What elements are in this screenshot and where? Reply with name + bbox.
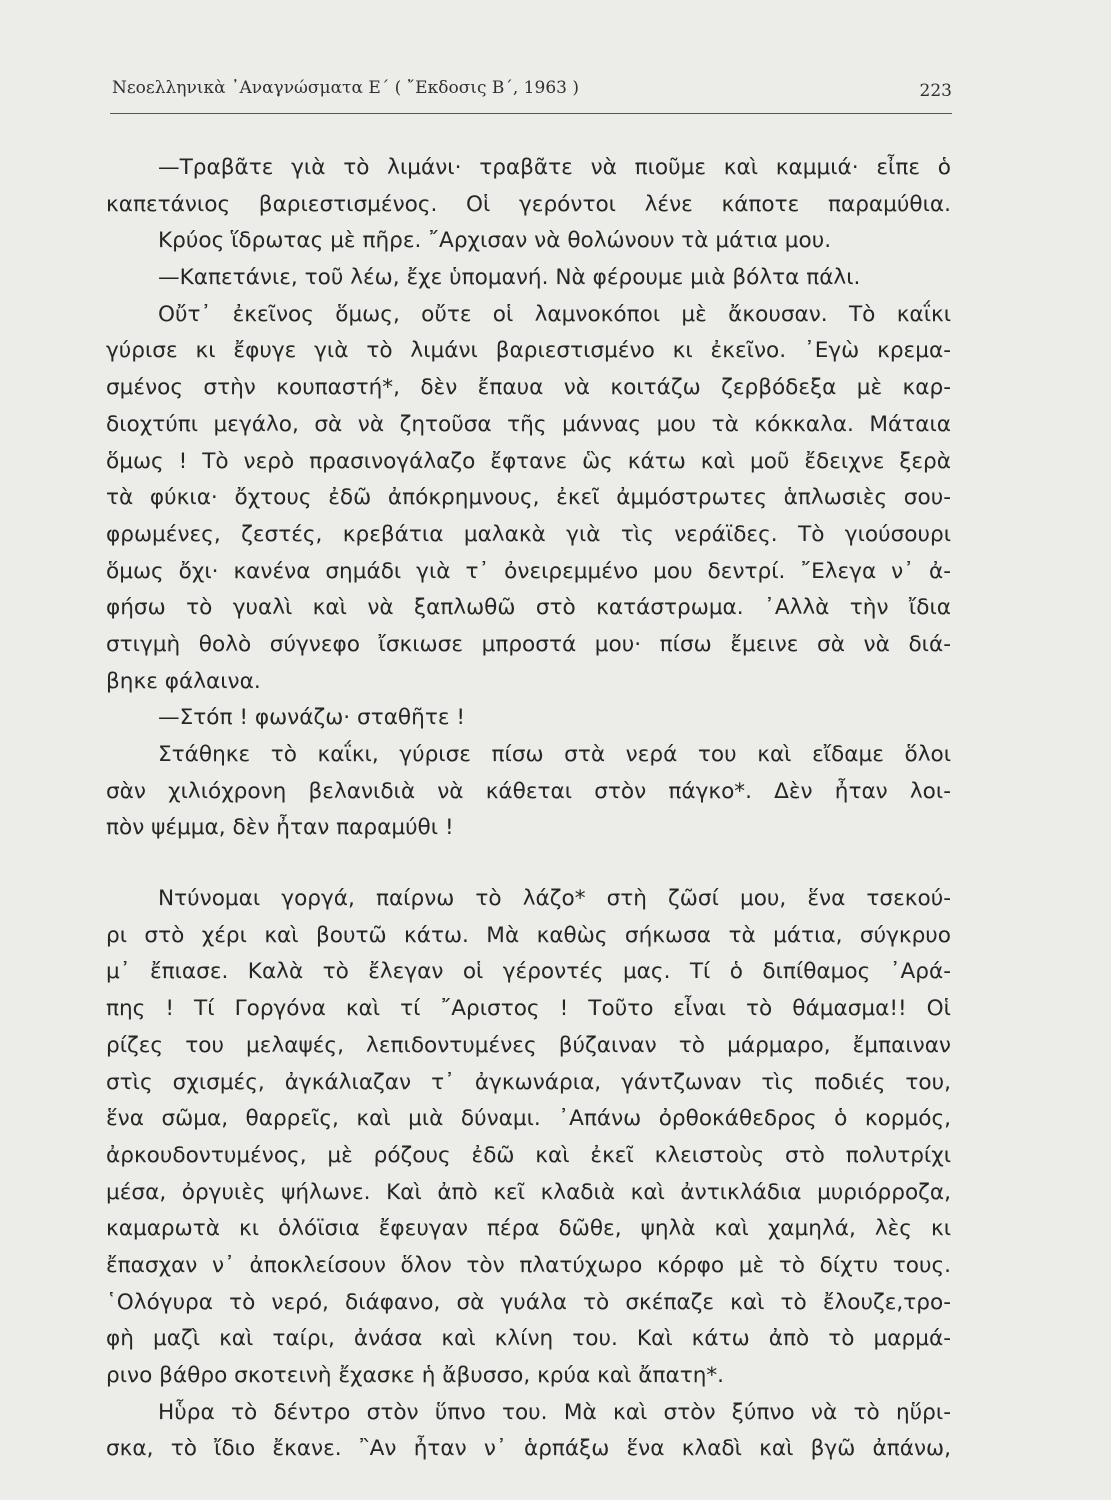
- text-line: ρινο βάθρο σκοτεινὴ ἔχασκε ἡ ἄβυσσο, κρύα καὶ ἄπατη*.: [106, 1363, 725, 1388]
- text-line: διοχτύπι μεγάλο, σὰ νὰ ζητοῦσα τῆς μάννας μου τὰ κόκκαλα. Μάταια: [106, 411, 951, 437]
- text-line: καπετάνιος βαριεστισμένος. Οἱ γερόντοι λένε κάποτε παραμύθια.: [106, 191, 951, 217]
- text-line: Ντύνομαι γοργά, παίρνω τὸ λάζο* στὴ ζῶσί μου, ἕνα τσεκού-: [158, 886, 951, 912]
- running-title: Νεοελληνικὰ ᾿Αναγνώσματα Ε΄ ( ῎Εκδοσις Β΄, 1963 ): [112, 78, 579, 98]
- running-head: [112, 78, 952, 101]
- text-line: καμαρωτὰ κι ὁλόϊσια ἔφευγαν πέρα δῶθε, ψηλὰ καὶ χαμηλά, λὲς κι: [106, 1216, 951, 1242]
- text-line: Οὔτ᾿ ἐκεῖνος ὅμως, οὔτε οἱ λαμνοκόποι μὲ ἄκουσαν. Τὸ καΐκι: [158, 301, 951, 327]
- text-line: γύρισε κι ἔφυγε γιὰ τὸ λιμάνι βαριεστισμένο κι ἐκεῖνο. ᾿Εγὼ κρεμα-: [106, 338, 951, 364]
- text-line: μέσα, ὀργυιὲς ψήλωνε. Καὶ ἀπὸ κεῖ κλαδιὰ καὶ ἀντικλάδια μυριόρροζα,: [106, 1179, 951, 1205]
- page-number: 223: [919, 81, 952, 101]
- text-line: τὰ φύκια· ὄχτους ἐδῶ ἀπόκρημνους, ἐκεῖ ἀμμόστρωτες ἁπλωσιὲς σου-: [106, 485, 951, 511]
- text-line: Ηὗρα τὸ δέντρο στὸν ὕπνο του. Μὰ καὶ στὸν ξύπνο νὰ τὸ ηὕρι-: [158, 1399, 951, 1425]
- text-line: ρι στὸ χέρι καὶ βουτῶ κάτω. Μὰ καθὼς σήκωσα τὰ μάτια, σύγκρυο: [106, 922, 951, 948]
- header-rule: [110, 113, 952, 114]
- text-line: μ᾿ ἔπιασε. Καλὰ τὸ ἔλεγαν οἱ γέροντές μας. Τί ὁ διπίθαμος ᾿Αρά-: [106, 959, 951, 985]
- text-line: ῾Ολόγυρα τὸ νερό, διάφανο, σὰ γυάλα τὸ σκέπαζε καὶ τὸ ἔλουζε,τρο-: [106, 1289, 951, 1315]
- text-line: ρίζες του μελαψές, λεπιδοντυμένες βύζαιναν τὸ μάρμαρο, ἔμπαιναν: [106, 1032, 951, 1058]
- text-line: ἕνα σῶμα, θαρρεῖς, καὶ μιὰ δύναμι. ᾿Απάνω ὀρθοκάθεδρος ὁ κορμός,: [106, 1106, 951, 1132]
- text-line: βηκε φάλαινα.: [106, 668, 261, 694]
- text-line: φρωμένες, ζεστές, κρεβάτια μαλακὰ γιὰ τὶς νεράϊδες. Τὸ γιούσουρι: [106, 521, 951, 547]
- text-line: σὰν χιλιόχρονη βελανιδιὰ νὰ κάθεται στὸν πάγκο*. Δὲν ἦταν λοι-: [106, 778, 951, 804]
- body-text: [106, 150, 951, 1468]
- text-line: στὶς σχισμές, ἀγκάλιαζαν τ᾿ ἀγκωνάρια, γάντζωναν τὶς ποδιές του,: [106, 1069, 951, 1095]
- text-line: σμένος στὴν κουπαστή*, δὲν ἔπαυα νὰ κοιτάζω ζερβόδεξα μὲ καρ-: [106, 375, 951, 401]
- text-line: πης ! Τί Γοργόνα καὶ τί ῎Αριστος ! Τοῦτο εἶναι τὸ θάμασμα!! Οἱ: [106, 996, 951, 1022]
- text-line: —Τραβᾶτε γιὰ τὸ λιμάνι· τραβᾶτε νὰ πιοῦμε καὶ καμμιά· εἶπε ὁ: [158, 155, 951, 180]
- text-line: στιγμὴ θολὸ σύγνεφο ἴσκιωσε μπροστά μου· πίσω ἔμεινε σὰ νὰ διά-: [106, 631, 951, 657]
- text-line: σκα, τὸ ἴδιο ἔκανε. ῍Αν ἦταν ν᾿ ἁρπάξω ἕνα κλαδὶ καὶ βγῶ ἀπάνω,: [106, 1436, 951, 1462]
- text-line: Στάθηκε τὸ καΐκι, γύρισε πίσω στὰ νερά του καὶ εἴδαμε ὅλοι: [158, 742, 951, 767]
- text-line: —Καπετάνιε, τοῦ λέω, ἔχε ὑπομανή. Νὰ φέρουμε μιὰ βόλτα πάλι.: [158, 265, 861, 291]
- text-line: πὸν ψέμμα, δὲν ἦταν παραμύθι !: [106, 815, 454, 841]
- text-line: ἀρκουδοντυμένος, μὲ ρόζους ἐδῶ καὶ ἐκεῖ κλειστοὺς στὸ πολυτρίχι: [106, 1142, 951, 1168]
- text-line: φήσω τὸ γυαλὶ καὶ νὰ ξαπλωθῶ στὸ κατάστρωμα. ᾿Αλλὰ τὴν ἴδια: [106, 595, 951, 621]
- text-line: ὅμως ὄχι· κανένα σημάδι γιὰ τ᾿ ὀνειρεμμένο μου δεντρί. ῎Ελεγα ν᾿ ἀ-: [106, 558, 951, 584]
- text-line: ἔπασχαν ν᾿ ἀποκλείσουν ὅλον τὸν πλατύχωρο κόρφο μὲ τὸ δίχτυ τους.: [106, 1252, 951, 1278]
- text-line: Κρύος ἵδρωτας μὲ πῆρε. ῎Αρχισαν νὰ θολώνουν τὰ μάτια μου.: [158, 228, 832, 254]
- text-line: ὅμως ! Τὸ νερὸ πρασινογάλαζο ἔφτανε ὣς κάτω καὶ μοῦ ἔδειχνε ξερὰ: [106, 448, 951, 474]
- text-line: φὴ μαζὶ καὶ ταίρι, ἀνάσα καὶ κλίνη του. Καὶ κάτω ἀπὸ τὸ μαρμά-: [106, 1326, 951, 1352]
- text-line: —Στόπ ! φωνάζω· σταθῆτε !: [158, 705, 466, 731]
